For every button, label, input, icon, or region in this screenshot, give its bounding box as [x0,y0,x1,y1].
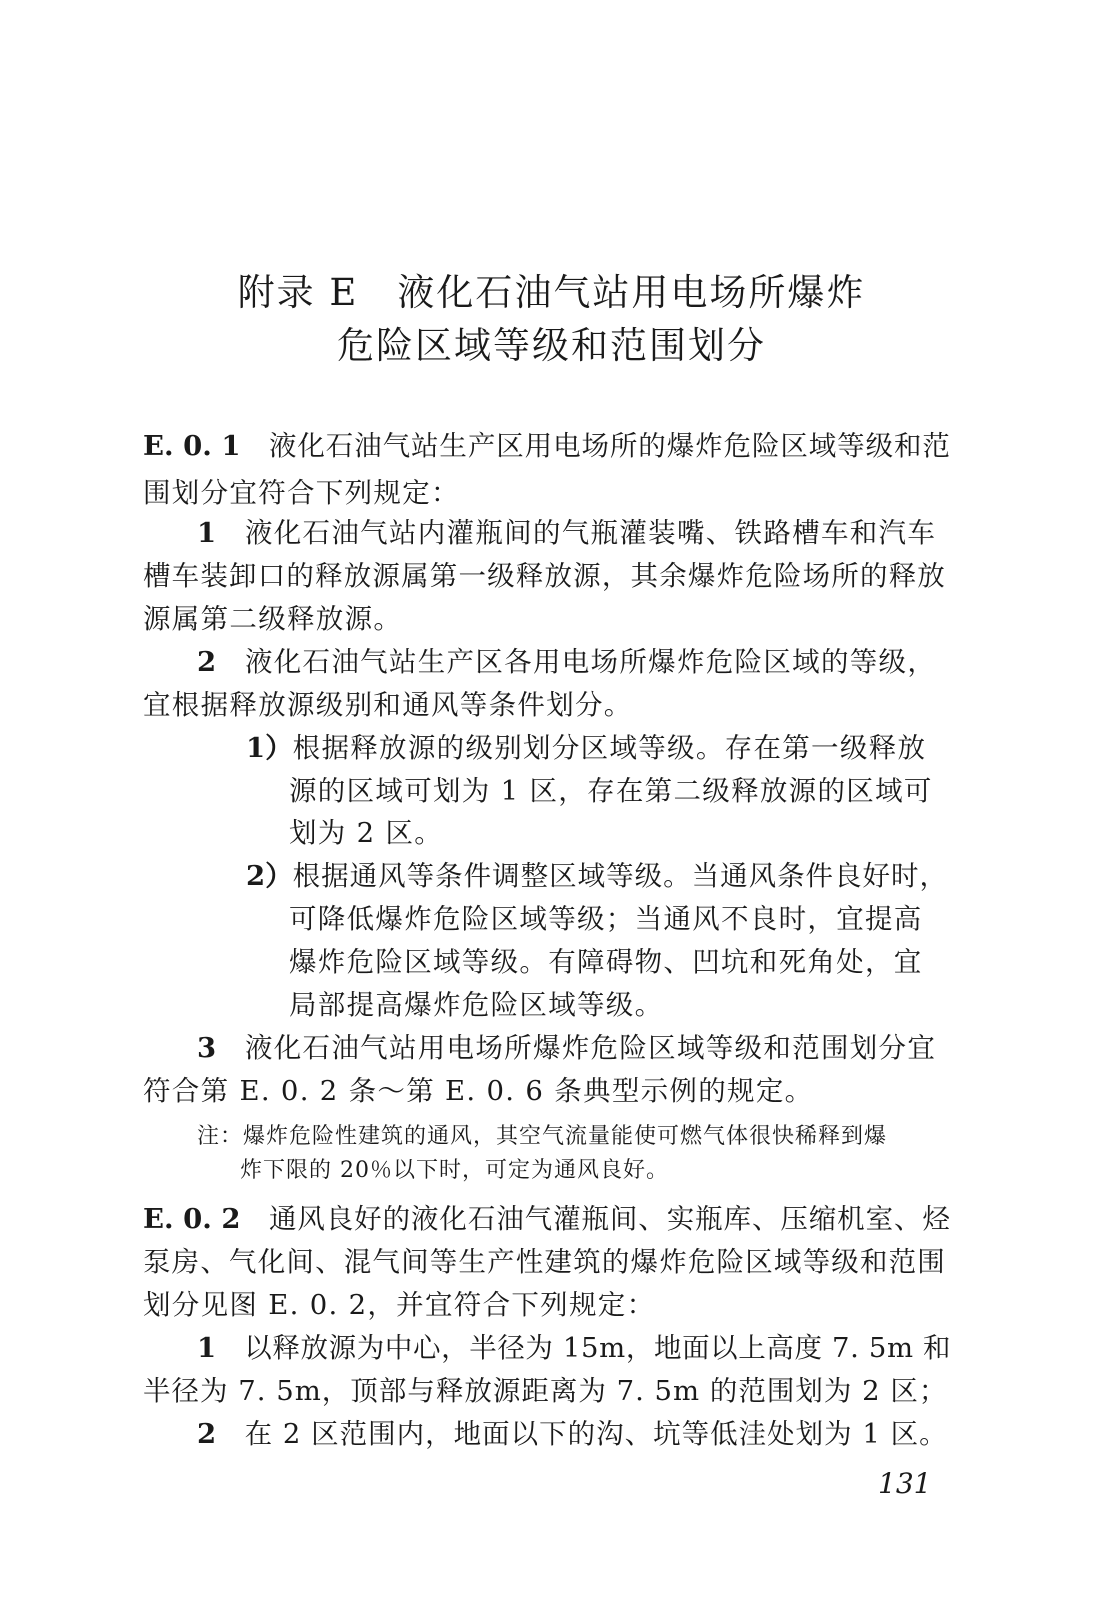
page-number: 131 [878,1467,932,1500]
item-line [197,1032,937,1064]
clause-text: 通风良好的液化石油气灌瓶间、实瓶库、压缩机室、烃 [268,1203,951,1235]
item-text: 宜根据释放源级别和通风等条件划分。 [143,689,633,721]
item-number: 1 [197,517,217,549]
note-text: 注：爆炸危险性建筑的通风，其空气流量能使可燃气体很快稀释到爆 [197,1124,888,1149]
clause-number: E. 0. 1 [143,430,241,462]
clause-text: 泵房、气化间、混气间等生产性建筑的爆炸危险区域等级和范围 [143,1246,946,1278]
item-text: 符合第 E. 0. 2 条～第 E. 0. 6 条典型示例的规定。 [143,1075,814,1107]
subitem-text: 源的区域可划为 1 区，存在第二级释放源的区域可 [289,775,933,807]
subitem-line [289,903,923,935]
clause-line [143,430,951,462]
note-line [240,1160,669,1182]
subitem-text: 局部提高爆炸危险区域等级。 [289,989,664,1021]
clause-line [143,1289,656,1321]
item-number: 2 [197,646,217,678]
appendix-title-line-2: 危险区域等级和范围划分 [337,324,766,367]
item-text: 在 2 区范围内，地面以下的沟、坑等低洼处划为 1 区。 [244,1418,948,1450]
item-line [143,560,946,592]
clause-line [143,1246,946,1278]
item-line [197,1332,952,1364]
subitem-line [289,946,923,978]
subitem-line [289,989,664,1021]
subitem-line [289,775,933,807]
item-text: 以释放源为中心，半径为 15m，地面以上高度 7. 5m 和 [244,1332,952,1364]
note-text: 炸下限的 20％以下时，可定为通风良好。 [240,1158,669,1183]
clause-line [143,477,460,509]
clause-text: 划分见图 E. 0. 2，并宜符合下列规定： [143,1289,656,1321]
note-line [197,1126,887,1148]
subitem-text: 根据通风等条件调整区域等级。当通风条件良好时， [292,860,949,892]
item-text: 液化石油气站生产区各用电场所爆炸危险区域的等级， [244,646,937,678]
subitem-line [246,732,927,764]
clause-text: 液化石油气站生产区用电场所的爆炸危险区域等级和范 [268,430,951,462]
subitem-text: 可降低爆炸危险区域等级；当通风不良时，宜提高 [289,903,923,935]
subitem-text: 根据释放源的级别划分区域等级。存在第一级释放 [292,732,927,764]
item-line [143,1075,814,1107]
item-text: 液化石油气站用电场所爆炸危险区域等级和范围划分宜 [244,1032,937,1064]
item-line [197,1418,948,1450]
clause-number: E. 0. 2 [143,1203,241,1235]
item-number: 2 [197,1418,217,1450]
subitem-line [289,817,444,849]
item-line [143,689,633,721]
item-text: 半径为 7. 5m，顶部与释放源距离为 7. 5m 的范围划为 2 区； [143,1375,948,1407]
item-number: 3 [197,1032,217,1064]
item-line [143,1375,948,1407]
item-number: 1 [197,1332,217,1364]
appendix-title-line-1: 附录 E 液化石油气站用电场所爆炸 [237,271,866,314]
clause-text: 围划分宜符合下列规定： [143,477,460,509]
item-text: 液化石油气站内灌瓶间的气瓶灌装嘴、铁路槽车和汽车 [244,517,937,549]
item-line [143,603,403,635]
subitem-number: 2） [246,860,293,892]
subitem-text: 爆炸危险区域等级。有障碍物、凹坑和死角处，宜 [289,946,923,978]
subitem-number: 1） [246,732,293,764]
item-text: 源属第二级释放源。 [143,603,403,635]
subitem-line [246,860,949,892]
item-line [197,517,937,549]
item-text: 槽车装卸口的释放源属第一级释放源，其余爆炸危险场所的释放 [143,560,946,592]
item-line [197,646,937,678]
subitem-text: 划为 2 区。 [289,817,444,849]
clause-line [143,1203,951,1235]
